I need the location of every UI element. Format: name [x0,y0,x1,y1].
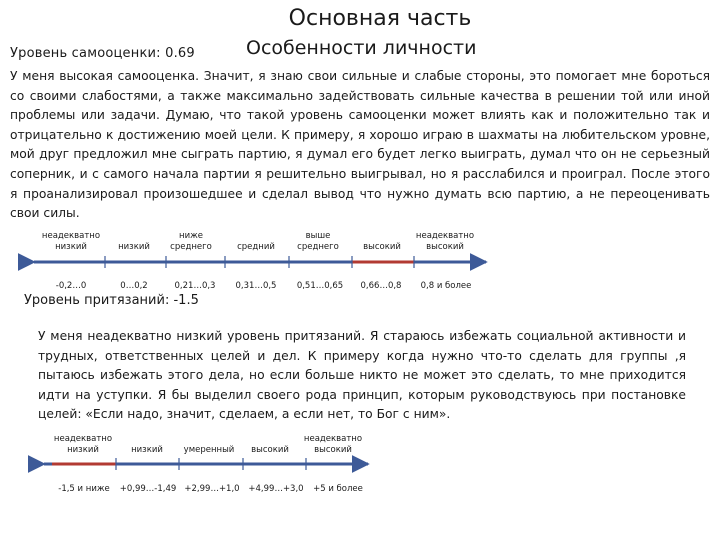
scale2-range-1: +0,99…-1,49 [119,484,177,494]
scale2-range-0: -1,5 и ниже [58,484,110,494]
scale1-range-6: 0,8 и более [420,281,472,291]
scale2-range-4: +5 и более [313,484,363,494]
self-esteem-label: Уровень самооценки: [10,46,161,61]
subtitle: Особенности личности [246,37,477,59]
scale1-range-2: 0,21…0,3 [174,281,216,291]
scale2-range-3: +4,99…+3,0 [248,484,304,494]
aspiration-label: Уровень притязаний: [24,293,170,308]
scale1-range-1: 0…0,2 [120,281,148,291]
scale2-label-2: умеренный [183,445,235,455]
scale1-label-1: низкий [118,242,150,252]
scale1-label-3: средний [237,242,275,252]
main-title: Основная часть [288,6,472,31]
scale1-range-5: 0,66…0,8 [360,281,402,291]
scale1-label-4: выше среднего [297,231,339,252]
self-esteem-value: 0.69 [165,46,195,61]
scale1-range-3: 0,31…0,5 [235,281,277,291]
aspiration-scale [44,458,368,470]
aspiration-paragraph: У меня неадекватно низкий уровень притязаний. Я стараюсь избежать социальной активности и трудных, ответственных целей и дел. К примеру когда нужно что-то сделать для группы ,я пытаюсь избежать этого дела, но если больше никто не может это сделать, то мне приходится идти на уступки. Я бы выделил своего рода принцип, которым руководствуюсь при постановке целей: «Если надо, значит, сделаем, а если нет, то Бог с ним». [38,329,686,422]
scale1-label-5: высокий [363,242,401,252]
scale1-label-2: ниже среднего [170,231,212,252]
self-esteem-scale [34,256,486,268]
scale1-label-0: неадекватно низкий [41,231,101,252]
scale2-label-3: высокий [251,445,289,455]
scale1-range-4: 0,51…0,65 [296,281,344,291]
scale2-label-4: неадекватно высокий [303,434,363,455]
aspiration-value: -1.5 [173,293,199,308]
self-esteem-paragraph: У меня высокая самооценка. Значит, я знаю свои сильные и слабые стороны, это помогает мне бороться со своими слабостями, а также максимально задействовать сильные качества в решении той или иной проблемы или задачи. Думаю, что такой уровень самооценки может влиять как и положительно так и отрицательно к достижению моей цели. К примеру, я хорошо играю в шахматы на любительском уровне, мой друг предложил мне сыграть партию, я думал его будет легко выиграть, думал что он не серьезный соперник, и с самого начала партии я решительно выигрывал, но я расслабился и проиграл. После этого я проанализировал произошедшее и сделал вывод что нужно думать всю партию, а не переоценивать свои силы. [10,69,710,221]
scale1-label-6: неадекватно высокий [415,231,475,252]
scale2-label-1: низкий [131,445,163,455]
scale2-range-2: +2,99…+1,0 [184,484,240,494]
scale2-label-0: неадекватно низкий [53,434,113,455]
scale1-range-0: -0,2…0 [55,281,87,291]
